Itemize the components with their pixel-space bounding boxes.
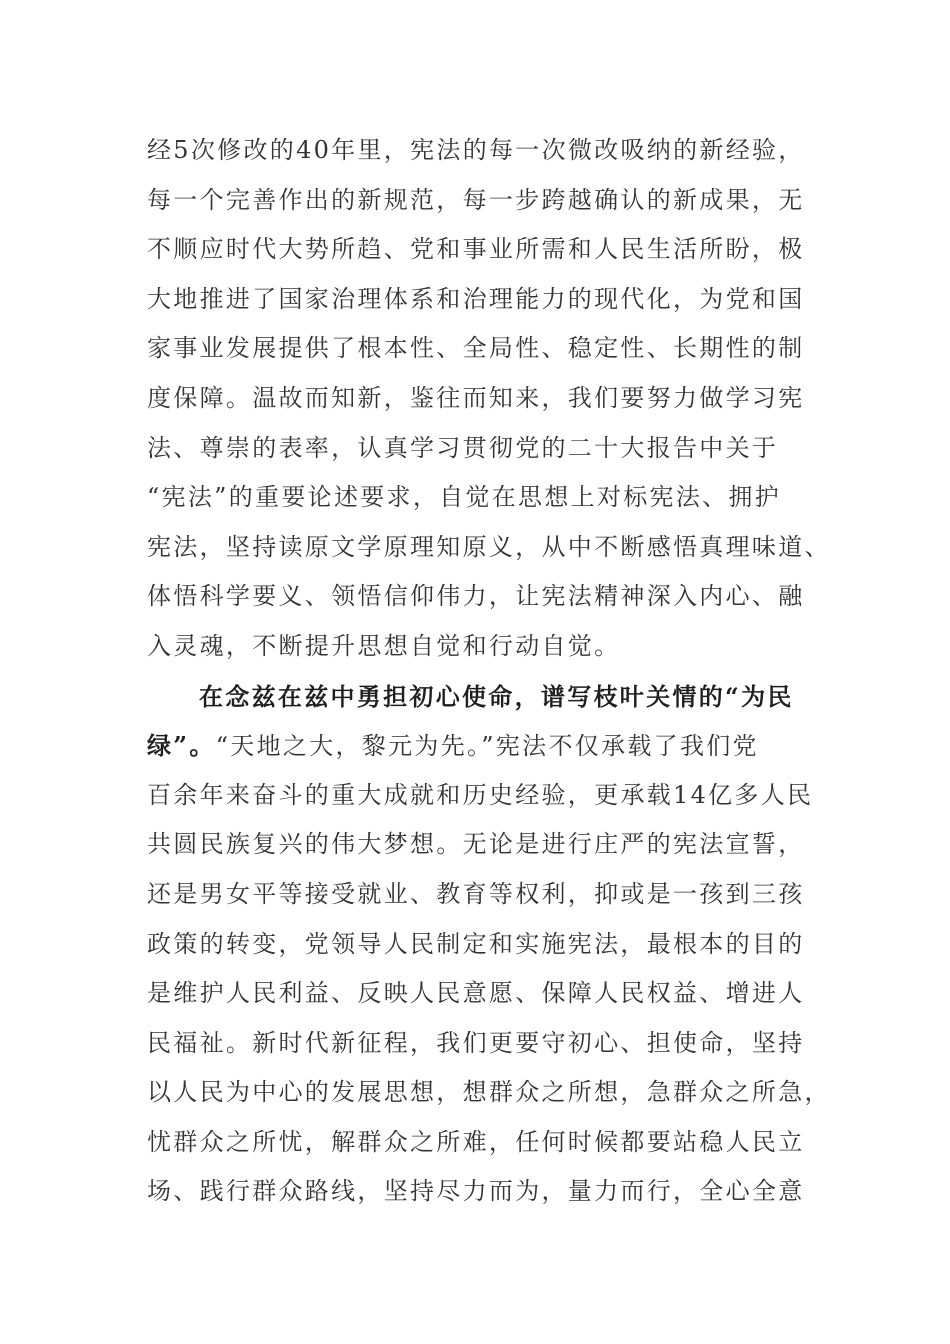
text-line: 大地推进了国家治理体系和治理能力的现代化，为党和国 bbox=[147, 284, 805, 313]
text-line: 是维护人民利益、反映人民意愿、保障人民权益、增进人 bbox=[147, 979, 805, 1008]
text-line: 百余年来奋斗的重大成就和历史经验，更承载14亿多人民 bbox=[147, 780, 814, 809]
text-line: 法、尊崇的表率，认真学习贯彻党的二十大报告中关于 bbox=[147, 433, 779, 462]
text-line: 宪法，坚持读原文学原理知原义，从中不断感悟真理味道、 bbox=[147, 532, 831, 561]
text-line: 家事业发展提供了根本性、全局性、稳定性、长期性的制 bbox=[147, 334, 805, 363]
text-line: 共圆民族复兴的伟大梦想。无论是进行庄严的宪法宣誓， bbox=[147, 830, 805, 859]
text-line: 经5次修改的40年里，宪法的每一次微改吸纳的新经验， bbox=[147, 136, 805, 164]
text-line: 度保障。温故而知新，鉴往而知来，我们要努力做学习宪 bbox=[147, 383, 805, 412]
text-line: 以人民为中心的发展思想，想群众之所想，急群众之所急， bbox=[147, 1078, 831, 1107]
paragraph-1 bbox=[147, 126, 831, 672]
text-segment: “天地之大，黎元为先。”宪法不仅承载了我们党 bbox=[215, 732, 759, 761]
text-line: 民福祉。新时代新征程，我们更要守初心、担使命，坚持 bbox=[147, 1028, 805, 1057]
text-line: 忧群众之所忧，解群众之所难，任何时候都要站稳人民立 bbox=[147, 1127, 805, 1156]
paragraph-heading: 在念兹在兹中勇担初心使命，谱写枝叶关情的“为民 bbox=[199, 681, 794, 711]
text-line: 场、践行群众路线，坚持尽力而为，量力而行，全心全意 bbox=[147, 1177, 805, 1206]
text-line: 不顺应时代大势所趋、党和事业所需和人民生活所盼，极 bbox=[147, 235, 805, 264]
text-line bbox=[147, 721, 807, 771]
text-line: 政策的转变，党领导人民制定和实施宪法，最根本的目的 bbox=[147, 929, 805, 958]
text-line: 还是男女平等接受就业、教育等权利，抑或是一孩到三孩 bbox=[147, 879, 805, 908]
paragraph-2 bbox=[147, 672, 831, 1218]
paragraph-heading-tail: 绿”。 bbox=[147, 731, 216, 761]
text-line: “宪法”的重要论述要求，自觉在思想上对标宪法、拥护 bbox=[147, 483, 782, 512]
text-line: 每一个完善作出的新规范，每一步跨越确认的新成果，无 bbox=[147, 185, 805, 214]
text-line: 入灵魂，不断提升思想自觉和行动自觉。 bbox=[147, 631, 621, 660]
body-text bbox=[147, 126, 831, 1217]
text-line: 体悟科学要义、领悟信仰伟力，让宪法精神深入内心、融 bbox=[147, 582, 805, 611]
